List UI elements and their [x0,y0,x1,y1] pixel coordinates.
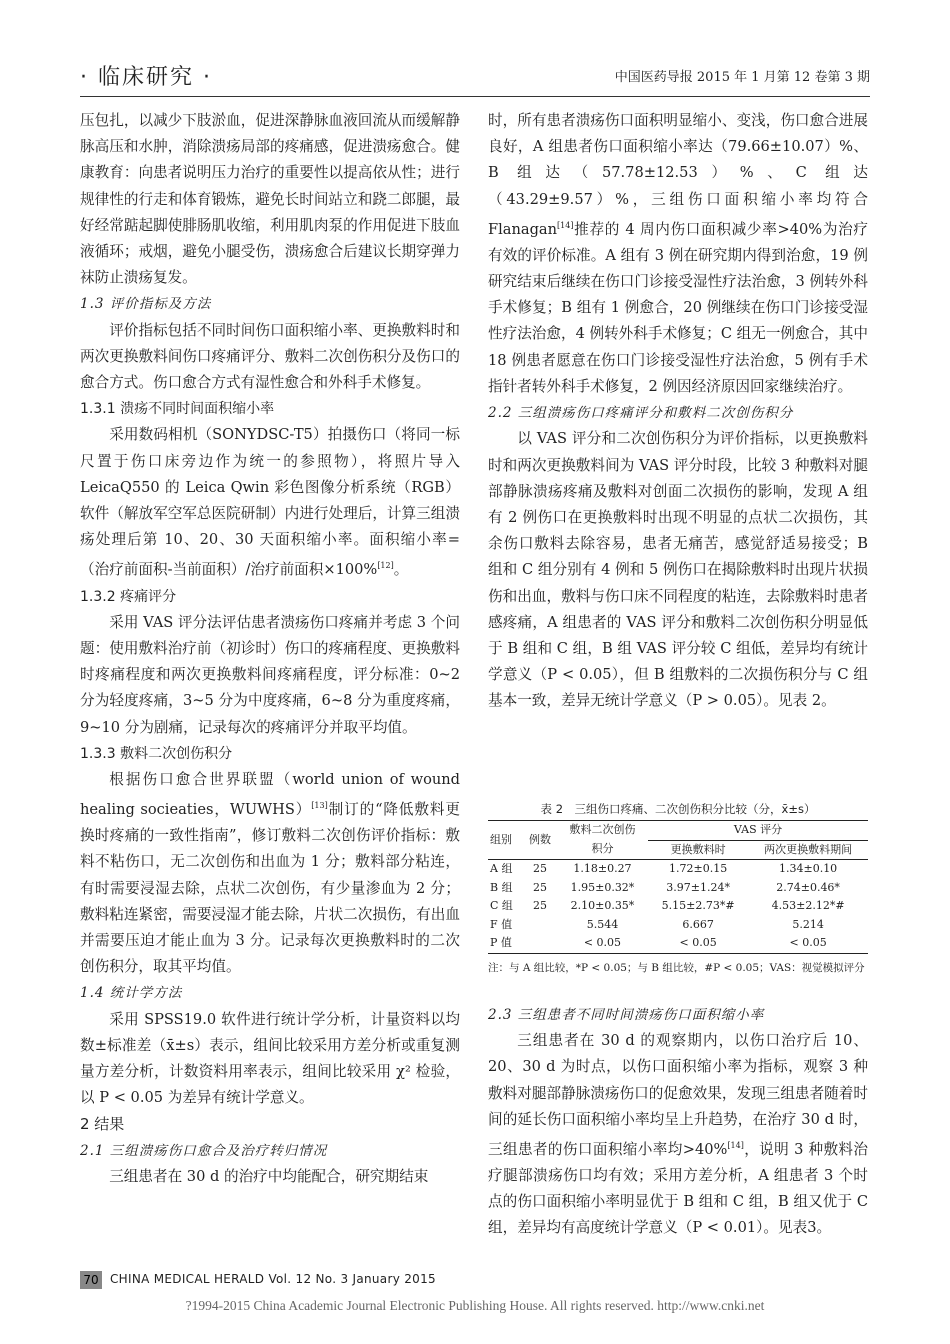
cell-trauma: 5.544 [586,917,619,931]
cell-trauma: < 0.05 [557,934,648,953]
cell-vas-between: 4.53±2.12*# [771,899,845,912]
copyright-line: ?1994-2015 China Academic Journal Electronic Publishing House. All rights reserved. http://www.cnki.net [185,1298,765,1313]
text: 。 [393,561,409,579]
column-header-trauma-sub: 积分 [591,842,614,856]
paragraph [80,422,460,583]
cell-trauma: 1.18±0.27 [557,860,648,879]
heading-1-3-1: 1.3.1 溃疡不同时间面积缩小率 [80,401,275,418]
heading-2-1: 2.1 三组溃疡伤口愈合及治疗转归情况 [80,1142,328,1159]
table-row [488,860,868,879]
heading-1-3-2: 1.3.2 疼痛评分 [80,588,177,605]
text: 根据伤口愈合世界联盟（world union of wound healing socieaties，WUWHS） [80,770,460,818]
heading-1-4: 1.4 统计学方法 [80,985,183,1002]
cell-group: C 组 [490,899,513,912]
cell-vas-change: 1.72±0.15 [648,860,748,879]
text: 三组患者在 30 d 的观察期内，以伤口治疗后 10、20、30 d 为时点，以伤口面积缩小率为指标，观察 3 种敷料对腿部静脉溃疡伤口的促愈效果，发现三组患者随着时间的延长伤口面积缩小率均呈上升趋势，在治疗 30 d 时，三组患者的伤口面积缩小率均>40% [488,1032,868,1158]
journal-issue: 中国医药导报 2015 年 1 月第 12 卷第 3 期 [614,70,870,85]
column-header-cases: 例数 [523,821,557,860]
text: 时，所有患者溃疡伤口面积明显缩小、变浅，伤口愈合进展良好，A 组患者伤口面积缩小率达（79.66±10.07）%、B 组达（57.78±12.53）%、C 组达（43.29±9.57）%，三组伤口面积缩小率均符合 Flanagan [488,112,868,238]
table-note: 注：与 A 组比较，*P < 0.05；与 B 组比较，#P < 0.05；VAS：视觉模拟评分 [488,961,865,974]
table-row [488,879,868,898]
table-2 [488,800,868,978]
paragraph: 三组患者在 30 d 的治疗中均能配合，研究期结束 [109,1167,429,1185]
paragraph [488,1028,868,1241]
paragraph: 采用 SPSS19.0 软件进行统计学分析，计量资料以均数±标准差（x̄±s）表示，组间比较采用方差分析或重复测量方差分析，计数资料用率表示，组间比较采用 χ² 检验，以 P < 0.05 为差异有统计学意义。 [80,1010,460,1107]
citation: [12] [377,561,394,571]
cell-vas-change: 5.15±2.73*# [661,899,735,912]
paragraph: 评价指标包括不同时间伤口面积缩小率、更换敷料时和两次更换敷料间伤口疼痛评分、敷料二次创伤积分及伤口的愈合方式。伤口愈合方式有湿性愈合和外科手术修复。 [80,321,460,392]
text: 采用数码相机（SONYDSC-T5）拍摄伤口（将同一标尺置于伤口床旁边作为统一的参照物），将照片导入 LeicaQ550 的 Leica Qwin 彩色图像分析系统（RGB）软件（解放军空军总医院研制）内进行处理后，计算三组溃疡处理后第 10、20、30 天面积缩小率。面积缩小率=（治疗前面积-当前面积）/治疗前面积×100% [80,426,460,579]
paragraph: 压包扎，以减少下肢淤血，促进深静脉血液回流从而缓解静脉高压和水肿，消除溃疡局部的疼痛感，促进溃疡愈合。健康教育：向患者说明压力治疗的重要性以提高依从性；进行规律性的行走和体育锻炼，避免长时间站立和跷二郎腿，最好经常踮起脚使腓肠肌收缩，利用肌肉泵的作用促进下肢血液循环；戒烟，避免小腿受伤，溃疡愈合后建议长期穿弹力袜防止溃疡复发。 [80,112,460,287]
heading-2: 2 结果 [80,1115,125,1134]
footer-journal: CHINA MEDICAL HERALD Vol. 12 No. 3 January 2015 [110,1272,436,1286]
cell-cases: 25 [523,860,557,879]
text: 推荐的 4 周内伤口面积减少率>40%为治疗有效的评价标准。A 组有 3 例在研究期内得到治愈，19 例研究结束后继续在伤口门诊接受湿性疗法治愈，3 例转外科手术修复；B 组有 1 例愈合，20 例继续在伤口门诊接受湿性疗法治愈，4 例转外科手术修复；C 组无一例愈合，其中 18 例患者愿意在伤口门诊接受湿性疗法治愈，5 例有手术指针者转外科手术修复，2 例因经济原因回家继续治疗。 [488,220,868,395]
cell-vas-change: 3.97±1.24* [666,880,730,894]
page-number: 70 [83,1273,99,1287]
heading-1-3: 1.3 评价指标及方法 [80,296,212,313]
cell-vas-between: 2.74±0.46* [776,880,840,894]
cell-group: F 值 [490,917,513,931]
heading-2-2: 2.2 三组溃疡伤口疼痛评分和敷料二次创伤积分 [488,405,794,422]
cell-vas-change: < 0.05 [648,934,748,953]
paragraph [488,108,868,400]
table-row [488,934,868,953]
cell-vas-between: 5.214 [792,917,824,931]
column-header-group: 组别 [488,821,523,860]
table-row [488,897,868,916]
paragraph: 采用 VAS 评分法评估患者溃疡伤口疼痛并考虑 3 个问题：使用敷料治疗前（初诊时）伤口的疼痛程度、更换敷料时疼痛程度和两次更换敷料间疼痛程度，评分标准：0~2 分为轻度疼痛，3~5 分为中度疼痛，6~8 分为重度疼痛，9~10 分为剧痛，记录每次的疼痛评分并取平均值。 [80,613,460,736]
paragraph [80,767,460,980]
cell-vas-between: < 0.05 [748,934,868,953]
column-header-vas-change: 更换敷料时 [670,842,726,856]
right-column [488,108,868,715]
cell-cases [523,916,557,935]
citation: [14] [557,220,574,230]
left-column [80,108,460,1190]
citation: [14] [727,1141,744,1151]
table-2-grid [488,820,868,954]
paragraph: 以 VAS 评分和二次创伤积分为评价指标，以更换敷料时和两次更换敷料间为 VAS 评分时段，比较 3 种敷料对腿部静脉溃疡疼痛及敷料对创面二次损伤的影响，发现 A 组有 2 例伤口在更换敷料时出现不明显的点状二次损伤，其余伤口敷料去除容易，患者无痛苦，感觉舒适易接受；B 组和 C 组分别有 4 例和 5 例伤口在揭除敷料时出现片状损伤和出血，敷料与伤口床不同程度的粘连，去除敷料时患者感疼痛，A 组患者的 VAS 评分和敷料二次创伤积分明显低于 B 组和 C 组，B 组 VAS 评分较 C 组低，差异均有统计学意义（P < 0.05），但 B 组敷料的二次损伤积分与 C 组基本一致，差异无统计学意义（P > 0.05）。见表 2。 [488,430,868,710]
column-header-vas: VAS 评分 [648,821,868,841]
citation: [13] [311,801,328,811]
header-rule [80,96,870,97]
cell-vas-change: 6.667 [682,917,714,931]
text: ，说明 3 种敷料治疗腿部溃疡伤口均有效；采用方差分析，A 组患者 3 个时点的伤口面积缩小率明显优于 B 组和 C 组，B 组又优于 C 组，差异均有高度统计学意义（P < 0.01）。见表3。 [488,1140,868,1237]
cell-group: P 值 [488,934,523,953]
cell-trauma: 2.10±0.35* [570,899,635,912]
column-header-vas-between: 两次更换敷料期间 [764,842,853,856]
cell-cases: 25 [532,899,547,912]
cell-cases: 25 [532,880,547,894]
cell-vas-between: 1.34±0.10 [748,860,868,879]
cell-group: B 组 [490,880,513,894]
section-title: · 临床研究 · [80,65,212,90]
right-column-lower [488,1002,868,1242]
column-header-trauma: 敷料二次创伤 [557,821,648,841]
table-row [488,916,868,935]
text: 制订的“降低敷料更换时疼痛的一致性指南”，修订敷料二次创伤评价指标：敷料不粘伤口，无二次创伤和出血为 1 分；敷料部分粘连，有时需要浸湿去除，点状二次创伤，有少量渗血为 2 分；敷料粘连紧密，需要浸湿才能去除，片状二次损伤，有出血并需要压迫才能止血为 3 分。记录每次更换敷料时的二次创伤积分，取其平均值。 [80,801,460,976]
table-caption: 表 2 三组伤口疼痛、二次创伤积分比较（分，x̄±s） [540,802,816,816]
cell-cases [523,934,557,953]
cell-trauma: 1.95±0.32* [570,880,635,894]
cell-group: A 组 [488,860,523,879]
heading-1-3-3: 1.3.3 敷料二次创伤积分 [80,745,233,762]
heading-2-3: 2.3 三组患者不同时间溃疡伤口面积缩小率 [488,1007,765,1023]
